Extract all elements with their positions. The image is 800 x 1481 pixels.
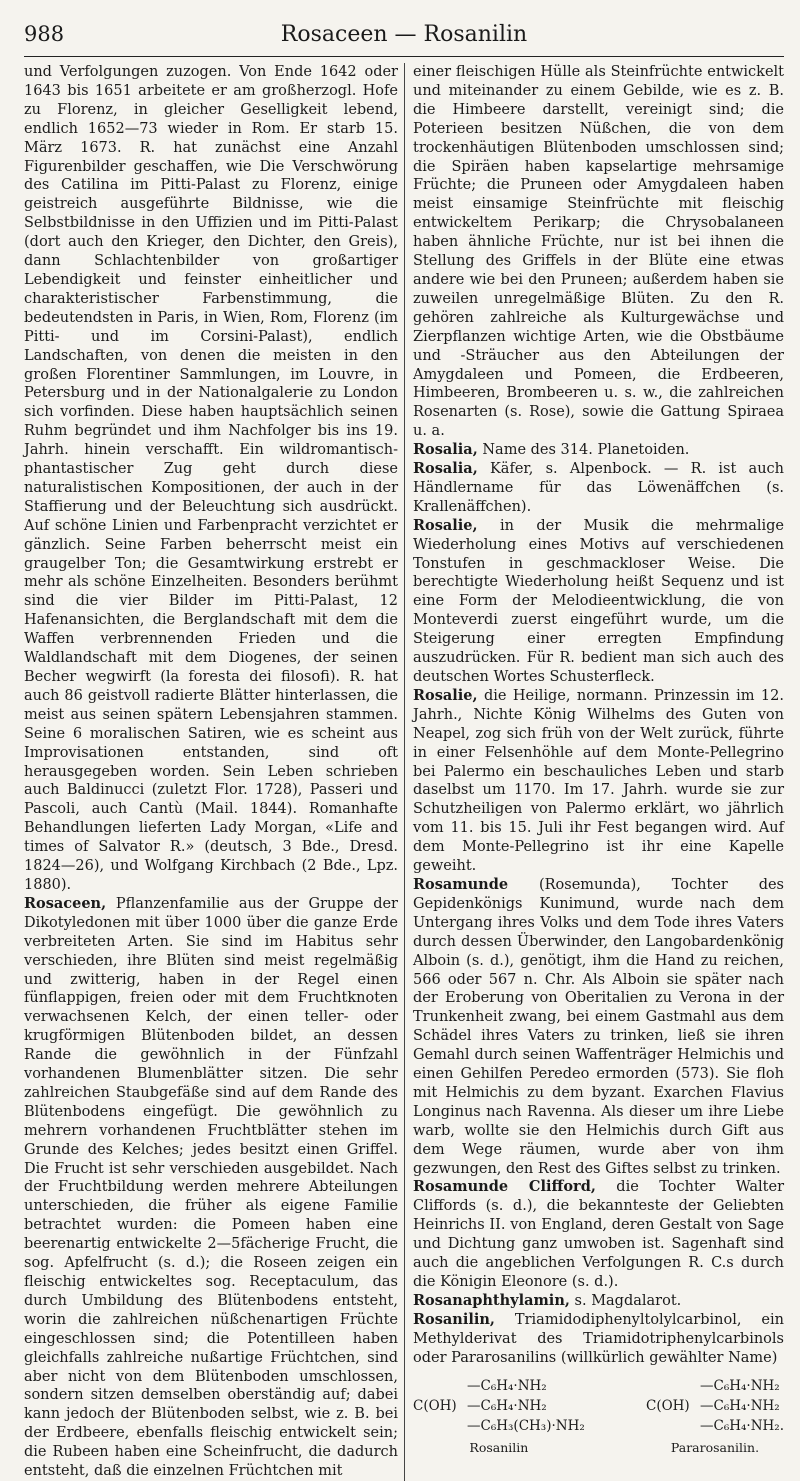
entry-rosalie-musik	[413, 517, 784, 687]
chemical-formulas	[413, 1376, 784, 1458]
entry-head: Rosalia,	[413, 460, 478, 478]
entry-head: Rosamunde Clifford,	[413, 1178, 596, 1196]
formula-branch: —C₆H₄·NH₂	[699, 1397, 780, 1414]
running-title: Rosaceen — Rosanilin	[280, 22, 528, 47]
formula-branch: —C₆H₄·NH₂.	[699, 1417, 784, 1434]
entry-text: die Heilige, normann. Prinzessin im 12. Jahrh., Nichte König Wilhelms des Guten von Neapel, zog sich früh von der Welt zurück, führte in einer Felsenhöhle auf dem Monte-Pellegrino bei Palermo ein beschauliches Leben und starb daselbst um 1170. Im 17. Jahrh. wurde sie zur Schutzheiligen von Palermo erklärt, wo jährlich vom 11. bis 15. Juli ihr Fest begangen wird. Auf dem Monte-Pellegrino ist ihr eine Kapelle geweiht.	[413, 687, 784, 875]
entry-rosaceen	[24, 895, 398, 1481]
left-column	[24, 63, 404, 1481]
paragraph	[24, 63, 398, 895]
formula-prefix: C(OH)	[413, 1397, 457, 1414]
entry-text: Name des 314. Planetoiden.	[477, 442, 690, 459]
entry-text: Käfer, s. Alpenbock. — R. ist auch Händlername für das Löwenäffchen (s. Krallenäffchen).	[413, 461, 784, 515]
entry-text: in der Musik die mehrmalige Wiederholung eines Motivs auf verschiedenen Tonstufen in geschmackloser Weise. Die berechtigte Wiederholung heißt Sequenz und ist eine Form der Melodieentwicklung, die von Monteverdi zuerst eingeführt wurde, um die Steigerung einer erregten Empfindung auszudrücken. Für R. bedient man sich auch des deutschen Wortes Schusterfleck.	[413, 517, 784, 685]
formula-prefix: C(OH)	[645, 1397, 690, 1414]
entry-head: Rosalie,	[413, 686, 478, 704]
entry-text: s. Magdalarot.	[569, 1292, 682, 1309]
formula-rosanilin	[413, 1376, 585, 1458]
right-column	[404, 63, 784, 1481]
entry-head: Rosanaphthylamin,	[413, 1291, 570, 1309]
paragraph-text: und Verfolgungen zuzogen. Von Ende 1642 oder 1643 bis 1651 arbeitete er am großherzogl. Hofe zu Florenz, in gleicher Geselligkeit lebend, endlich 1652—73 wieder in Rom. Er starb 15. März 1673. R. hat zunächst eine Anzahl Figurenbilder geschaffen, wie Die Verschwörung des Catilina im Pitti-Palast zu Florenz, einige geistreich ausgeführte Bildnisse, wie die Selbstbildnisse in den Uffizien und im Pitti-Palast (dort auch den Krieger, den Dichter, den Greis), dann Schlachtenbilder von großartiger Lebendigkeit und feinster einheitlicher und charakteristischer Farbenstimmung, die bedeutendsten in Paris, in Wien, Rom, Florenz (im Pitti- und im Corsini-Palast), endlich Landschaften, von denen die meisten in den großen Florentiner Sammlungen, im Louvre, in Petersburg und in der Nationalgalerie zu London sich vorfinden. Diese haben hauptsächlich seinen Ruhm begründet und ihm Nachfolger bis ins 19. Jahrh. hinein verschafft. Ein wildromantisch-phantastischer Zug geht durch diese naturalistischen Kompositionen, der auch in der Staffierung und der Beleuchtung sich ausdrückt. Auf schöne Linien und Farbenpracht verzichtet er gänzlich. Seine Farben beherrscht meist ein graugelber Ton; die Gesamtwirkung erstrebt er mehr als schöne Einzelheiten. Besonders berühmt sind die vier Bilder im Pitti-Palast, 12 Hafenansichten, die Berglandschaft mit dem die Waffen verbrennenden Frieden und die Waldlandschaft mit dem Diogenes, der seinen Becher wegwirft (la foresta dei filosofi). R. hat auch 86 geistvoll radierte Blätter hinterlassen, die meist aus seinen spätern Lebensjahren stammen. Seine 6 moralischen Satiren, wie es scheint aus Improvisationen entstanden, sind oft herausgegeben worden. Sein Leben schrieben auch Baldinucci (zuletzt Flor. 1728), Passeri und Pascoli, auch Cantù (Mail. 1844). Romanhafte Behandlungen lieferten Lady Morgan, «Life and times of Salvator R.» (deutsch, 3 Bde., Dresd. 1824—26), und Wolfgang Kirchbach (2 Bde., Lpz. 1880).	[24, 64, 398, 893]
entry-rosalia-kaefer	[413, 460, 784, 517]
entry-rosalie-heilige	[413, 687, 784, 876]
entry-rosanaphthylamin	[413, 1292, 784, 1311]
formula-branch: —C₆H₄·NH₂	[467, 1397, 547, 1414]
formula-branch: —C₆H₃(CH₃)·NH₂	[467, 1417, 585, 1434]
entry-text: die Tochter Walter Cliffords (s. d.), die bekannteste der Geliebten Heinrichs II. von England, deren Gestalt von Sage und Dichtung ganz umwoben ist. Sagenhaft sind auch die angeblichen Verfolgungen R. C.s durch die Königin Eleonore (s. d.).	[413, 1179, 784, 1290]
entry-head: Rosamunde	[413, 875, 509, 893]
formula-branch: —C₆H₄·NH₂	[467, 1377, 547, 1394]
formula-caption: Pararosanilin.	[670, 1439, 760, 1455]
entry-text: Triamidodiphenyltolylcarbinol, ein Methylderivat des Triamidotriphenylcarbinols oder Pararosanilins (willkürlich gewählter Name)	[413, 1311, 784, 1366]
entry-text: Pflanzenfamilie aus der Gruppe der Dikotyledonen mit über 1000 über die ganze Erde verbreiteten Arten. Sie sind im Habitus sehr verschieden, ihre Blüten sind meist regelmäßig und zwitterig, haben in der Regel einen fünflappigen, freien oder mit dem Fruchtknoten verwachsenen Kelch, der einen teller- oder krugförmigen Blütenboden bildet, an dessen Rande die gewöhnlich in der Fünfzahl vorhandenen Blumenblätter sitzen. Die sehr zahlreichen Staubgefäße sind auf dem Rande des Blütenbodens eingefügt. Die gewöhnlich zu mehrern vorhandenen Fruchtblätter stehen im Grunde des Kelches; jedes besitzt einen Griffel. Die Frucht ist sehr verschieden ausgebildet. Nach der Fruchtbildung werden mehrere Abteilungen unterschieden, die früher als eigene Familie betrachtet wurden: die Pomeen haben eine beerenartig entwickelte 2—5fächerige Frucht, die sog. Apfelfrucht (s. d.); die Roseen zeigen ein fleischig entwickeltes sog. Receptaculum, das durch Umbildung des Blütenbodens entsteht, worin die zahlreichen nüßchenartigen Früchte eingeschlossen sind; die Potentilleen haben gleichfalls zahlreiche nußartige Früchtchen, sind aber nicht von dem Blütenboden umschlossen, sondern sitzen demselben oberständig auf; dabei kann jedoch der Blütenboden selbst, wie z. B. bei der Erdbeere, ebenfalls fleischig entwickelt sein; die Rubeen haben eine Scheinfrucht, die dadurch entsteht, daß die einzelnen Früchtchen mit	[24, 895, 398, 1480]
formula-branches	[700, 1376, 784, 1436]
entry-head: Rosalia,	[413, 441, 478, 459]
entry-rosalia-planetoid	[413, 441, 784, 460]
paragraph-text: einer fleischigen Hülle als Steinfrüchte entwickelt und miteinander zu einem Gebilde, wie es z. B. die Himbeere darstellt, vereinigt sind; die Poterieen besitzen Nüßchen, die von dem trockenhäutigen Blütenboden umschlossen sind; die Spiräen haben kapselartige mehrsamige Früchte; die Pruneen oder Amygdaleen haben meist einsamige Steinfrüchte mit fleischig entwickeltem Perikarp; die Chrysobalaneen haben ähnliche Früchte, nur ist bei ihnen die Stellung des Griffels in der Blüte eine etwas andere wie bei den Pruneen; außerdem haben sie zuweilen unregelmäßige Blüten. Zu den R. gehören zahlreiche als Kulturgewächse und Zierpflanzen wichtige Arten, wie die Obstbäume und -Sträucher aus den Abteilungen der Amygdaleen und Pomeen, die Erdbeeren, Himbeeren, Brombeeren u. s. w., die zahlreichen Rosenarten (s. Rose), sowie die Gattung Spiraea u. a.	[413, 64, 784, 440]
entry-rosamunde	[413, 876, 784, 1179]
entry-head: Rosanilin,	[413, 1310, 495, 1328]
entry-head: Rosaceen,	[24, 894, 107, 912]
formula-branch: —C₆H₄·NH₂	[699, 1377, 780, 1394]
entry-text: (Rosemunda), Tochter des Gepidenkönigs Kunimund, wurde nach dem Untergang ihres Volks und dem Tode ihres Vaters durch dessen Überwinder, den Langobardenkönig Alboin (s. d.), genötigt, ihm die Hand zu reichen, 566 oder 567 n. Chr. Als Alboin sie später nach der Eroberung von Oberitalien zu Verona in der Trunkenheit zwang, bei einem Gastmahl aus dem Schädel ihres Vaters zu trinken, ließ sie ihren Gemahl durch seinen Waffenträger Helmichis und einen Gehilfen Peredeo ermorden (573). Sie floh mit Helmichis zu dem byzant. Exarchen Flavius Longinus nach Ravenna. Als dieser um ihre Liebe warb, wollte sie den Helmichis durch Gift aus dem Wege räumen, wurde aber von ihm gezwungen, den Rest des Giftes selbst zu trinken.	[413, 876, 784, 1177]
formula-branches	[467, 1376, 585, 1436]
page-header	[24, 22, 784, 57]
text-columns	[24, 63, 784, 1481]
entry-rosanilin	[413, 1311, 784, 1368]
entry-rosamunde-clifford	[413, 1178, 784, 1291]
formula-pararosanilin	[646, 1376, 784, 1458]
formula-body	[646, 1376, 784, 1436]
paragraph	[413, 63, 784, 441]
entry-head: Rosalie,	[413, 516, 478, 534]
formula-body	[413, 1376, 585, 1436]
formula-caption: Rosanilin	[469, 1439, 529, 1455]
page-number: 988	[24, 22, 65, 46]
